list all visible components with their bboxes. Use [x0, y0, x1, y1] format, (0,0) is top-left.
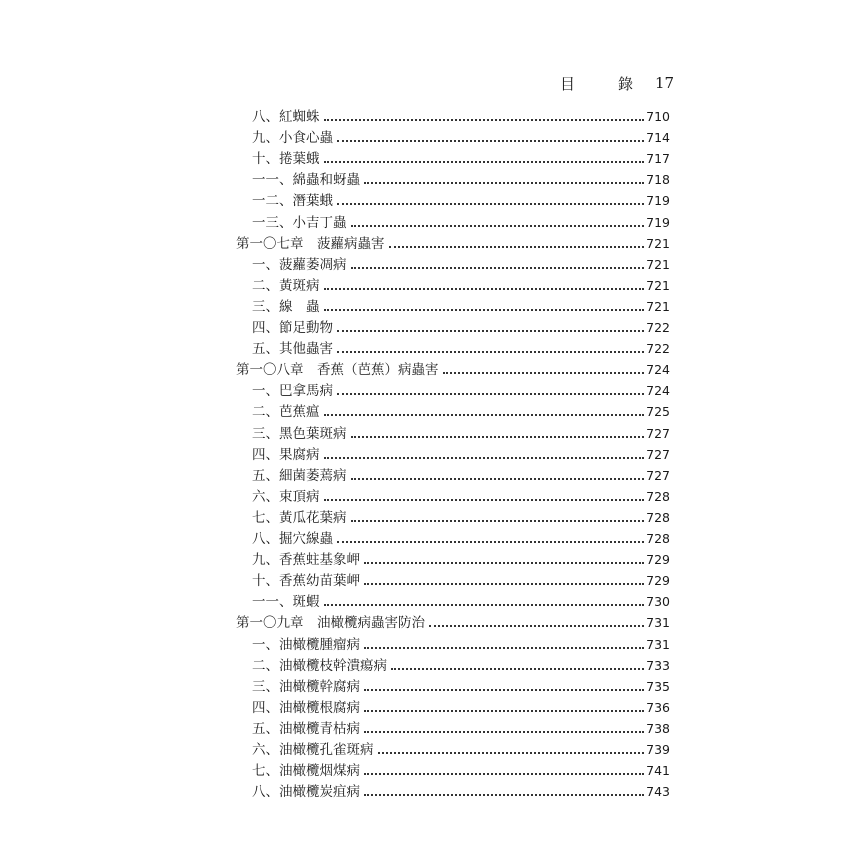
toc-entry — [252, 716, 670, 737]
dot-leader — [337, 140, 644, 142]
dot-leader — [324, 499, 645, 501]
toc-entry — [252, 526, 670, 547]
dot-leader — [364, 731, 644, 733]
toc-entry — [252, 779, 670, 800]
toc-entry-page-number: 735 — [646, 678, 670, 694]
dot-leader — [324, 161, 645, 163]
dot-leader — [324, 604, 645, 606]
toc-entry-label: 二、黃斑病 — [252, 277, 320, 294]
toc-entry-label: 一三、小吉丁蟲 — [252, 214, 347, 231]
toc-entry — [252, 674, 670, 695]
toc-entry-page-number: 727 — [646, 446, 670, 462]
toc-entry-page-number: 727 — [646, 425, 670, 441]
toc-entry — [252, 336, 670, 357]
toc-entry-label: 九、香蕉蛀基象岬 — [252, 552, 360, 569]
dot-leader — [378, 752, 645, 754]
toc-entry-label: 三、黑色葉斑病 — [252, 425, 347, 442]
toc-entry-page-number: 733 — [646, 657, 670, 673]
dot-leader — [351, 436, 645, 438]
toc-entry — [252, 294, 670, 315]
toc-entry-page-number: 722 — [646, 341, 670, 357]
toc-entry — [252, 104, 670, 125]
toc-entry-label: 四、油橄欖根腐病 — [252, 699, 360, 716]
dot-leader — [364, 710, 644, 712]
toc-entry-label: 十、捲葉蛾 — [252, 151, 320, 168]
toc-entry — [252, 442, 670, 463]
toc-entry-label: 七、黃瓜花葉病 — [252, 509, 347, 526]
toc-entry — [252, 378, 670, 399]
dot-leader — [324, 119, 645, 121]
toc-entry-page-number: 721 — [646, 235, 670, 251]
toc-entry-page-number: 721 — [646, 256, 670, 272]
toc-entry-page-number: 719 — [646, 193, 670, 209]
toc-entry-label: 第一〇七章 菠蘿病蟲害 — [236, 235, 385, 252]
toc-entry-label: 八、紅蜘蛛 — [252, 109, 320, 125]
dot-leader — [337, 393, 644, 395]
dot-leader — [324, 309, 645, 311]
toc-entry — [252, 505, 670, 526]
toc-entry-label: 一二、潛葉蛾 — [252, 193, 333, 210]
running-header-title: 目 錄 — [560, 74, 648, 93]
dot-leader — [351, 225, 645, 227]
toc-entry-label: 十、香蕉幼苗葉岬 — [252, 573, 360, 590]
toc-entry-label: 七、油橄欖烟煤病 — [252, 763, 360, 780]
toc-entry-page-number: 739 — [646, 742, 670, 757]
toc-chapter-entry — [236, 231, 670, 252]
dot-leader — [364, 182, 644, 184]
toc-entry-label: 五、其他蟲害 — [252, 341, 333, 358]
toc-entry-page-number: 729 — [646, 552, 670, 568]
toc-entry-label: 五、油橄欖青枯病 — [252, 720, 360, 737]
toc-entry — [252, 210, 670, 231]
dot-leader — [324, 414, 645, 416]
toc-entry-page-number: 729 — [646, 573, 670, 589]
toc-entry — [252, 589, 670, 610]
toc-entry-page-number: 736 — [646, 699, 670, 715]
dot-leader — [351, 267, 645, 269]
toc-entry-page-number: 718 — [646, 172, 670, 188]
toc-entry-page-number: 725 — [646, 404, 670, 420]
toc-entry — [252, 421, 670, 442]
toc-entry-label: 六、束頂病 — [252, 488, 320, 505]
dot-leader — [351, 478, 645, 480]
toc-entry-page-number: 722 — [646, 320, 670, 335]
toc-entry-page-number: 743 — [646, 784, 670, 800]
toc-entry-page-number: 741 — [646, 763, 670, 779]
dot-leader — [364, 647, 644, 649]
dot-leader — [364, 562, 644, 564]
toc-entry-label: 八、掘穴線蟲 — [252, 531, 333, 547]
running-header — [560, 72, 680, 94]
toc-entry-label: 一、油橄欖腫瘤病 — [252, 636, 360, 653]
dot-leader — [337, 203, 644, 205]
toc-entry — [252, 695, 670, 716]
toc-entry-page-number: 728 — [646, 531, 670, 546]
toc-entry-page-number: 710 — [646, 109, 670, 124]
toc-entry-page-number: 727 — [646, 467, 670, 483]
running-header-page-number: 17 — [655, 74, 675, 92]
toc-entry-page-number: 738 — [646, 720, 670, 736]
toc-entry-label: 一一、綿蟲和蚜蟲 — [252, 172, 360, 189]
dot-leader — [391, 668, 644, 670]
toc-entry — [252, 758, 670, 779]
toc-entry-label: 四、果腐病 — [252, 446, 320, 463]
toc-entry — [252, 737, 670, 758]
toc-entry-page-number: 731 — [646, 636, 670, 652]
toc-entry-label: 五、細菌萎蔫病 — [252, 467, 347, 484]
toc-entry — [252, 252, 670, 273]
toc-entry-label: 第一〇九章 油橄欖病蟲害防治 — [236, 615, 425, 632]
toc-entry-page-number: 721 — [646, 298, 670, 314]
toc-entry-page-number: 728 — [646, 488, 670, 504]
toc-entry-page-number: 724 — [646, 362, 670, 378]
toc-entry — [252, 188, 670, 209]
toc-entry — [252, 463, 670, 484]
toc-entry-page-number: 724 — [646, 383, 670, 399]
dot-leader — [364, 773, 644, 775]
toc-entry — [252, 653, 670, 674]
dot-leader — [351, 520, 645, 522]
dot-leader — [364, 583, 644, 585]
toc-chapter-entry — [236, 610, 670, 631]
dot-leader — [337, 351, 644, 353]
dot-leader — [364, 794, 644, 796]
toc-entry-label: 三、線 蟲 — [252, 298, 320, 315]
toc-chapter-entry — [236, 357, 670, 378]
toc-entry — [252, 399, 670, 420]
dot-leader — [337, 541, 644, 543]
toc-entry — [252, 547, 670, 568]
toc-entry-label: 第一〇八章 香蕉（芭蕉）病蟲害 — [236, 362, 439, 379]
toc-entry-page-number: 719 — [646, 214, 670, 230]
toc-entry-label: 二、芭蕉瘟 — [252, 404, 320, 421]
toc-entry-page-number: 728 — [646, 509, 670, 525]
dot-leader — [337, 330, 644, 332]
toc-entry-label: 一、巴拿馬病 — [252, 383, 333, 400]
toc-entry — [252, 315, 670, 336]
toc-entry-label: 一、菠蘿萎凋病 — [252, 256, 347, 273]
dot-leader — [429, 625, 644, 627]
toc-entry-page-number: 731 — [646, 615, 670, 631]
toc-entry-page-number: 721 — [646, 277, 670, 293]
toc-entry-page-number: 714 — [646, 130, 670, 146]
toc-entry-label: 九、小食心蟲 — [252, 130, 333, 147]
dot-leader — [389, 246, 645, 248]
dot-leader — [364, 689, 644, 691]
toc-entry-page-number: 717 — [646, 151, 670, 167]
toc-entry — [252, 484, 670, 505]
toc-entry-page-number: 730 — [646, 594, 670, 610]
dot-leader — [324, 288, 645, 290]
toc-entry — [252, 632, 670, 653]
toc-entry-label: 二、油橄欖枝幹潰瘍病 — [252, 657, 387, 674]
toc-entry — [252, 125, 670, 146]
toc-entry-label: 四、節足動物 — [252, 320, 333, 336]
toc-entry-label: 八、油橄欖炭疽病 — [252, 784, 360, 801]
toc-entry-label: 三、油橄欖幹腐病 — [252, 678, 360, 695]
dot-leader — [443, 372, 645, 374]
toc-entry-label: 六、油橄欖孔雀斑病 — [252, 742, 374, 758]
dot-leader — [324, 457, 645, 459]
toc-entry-label: 一一、斑蝦 — [252, 594, 320, 611]
toc-entry — [252, 167, 670, 188]
toc-entry — [252, 568, 670, 589]
toc-entry — [252, 273, 670, 294]
toc-entry — [252, 146, 670, 167]
